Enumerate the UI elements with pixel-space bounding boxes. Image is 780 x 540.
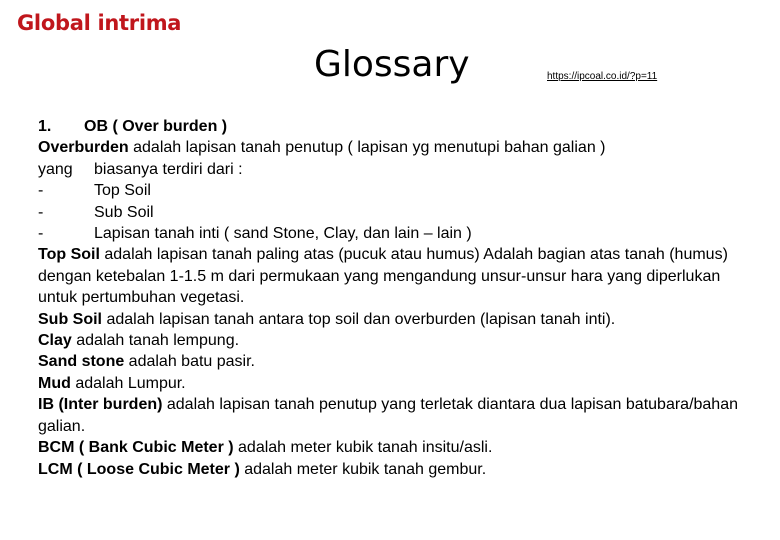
list-dash: - bbox=[38, 225, 44, 243]
term-name: LCM ( Loose Cubic Meter ) bbox=[38, 460, 240, 478]
list-item-text: Sub Soil bbox=[94, 203, 154, 221]
term-definition: adalah lapisan tanah paling atas (pucuk atau humus) Adalah bagian atas tanah (humus) dengan ketebalan 1-1.5 m dari permukaan yang mengandung unsur-unsur hara yang diperlukan untuk pertumbuhan vegetasi. bbox=[38, 246, 728, 307]
term-entry bbox=[38, 351, 738, 372]
term-name: Mud bbox=[38, 374, 71, 392]
item-number: 1. bbox=[38, 118, 52, 135]
term-definition: adalah Lumpur. bbox=[70, 374, 186, 392]
term-entry bbox=[38, 330, 738, 351]
overburden-def-2: biasanya terdiri dari : bbox=[94, 160, 243, 178]
term-definition: adalah lapisan tanah penutup yang terletak diantara dua lapisan batubara/bahan galian. bbox=[38, 396, 738, 435]
item-heading-row bbox=[38, 116, 738, 137]
overburden-definition-cont bbox=[38, 159, 738, 180]
term-entry bbox=[38, 437, 738, 458]
page-title: Glossary bbox=[314, 44, 470, 85]
overburden-def-lead: yang bbox=[38, 160, 73, 178]
logo: Global intrima bbox=[17, 11, 182, 35]
term-name: IB (Inter burden) bbox=[38, 396, 163, 414]
source-link[interactable]: https://ipcoal.co.id/?p=11 bbox=[547, 71, 658, 82]
term-entry bbox=[38, 309, 738, 330]
term-entry bbox=[38, 459, 738, 480]
overburden-definition bbox=[38, 137, 738, 158]
term-definition: adalah meter kubik tanah insitu/asli. bbox=[233, 439, 493, 457]
list-item-text: Lapisan tanah inti ( sand Stone, Clay, dan lain – lain ) bbox=[94, 225, 472, 243]
term-definition: adalah meter kubik tanah gembur. bbox=[239, 460, 487, 478]
overburden-def-1: adalah lapisan tanah penutup ( lapisan yg menutupi bahan galian ) bbox=[128, 139, 606, 157]
term-entry bbox=[38, 394, 738, 437]
term-name: BCM ( Bank Cubic Meter ) bbox=[38, 439, 234, 457]
term-entry bbox=[38, 373, 738, 394]
term-name: Sub Soil bbox=[38, 310, 102, 328]
term-definition: adalah batu pasir. bbox=[124, 353, 255, 371]
term-name: Top Soil bbox=[38, 246, 100, 264]
term-entry bbox=[38, 244, 738, 308]
term-name: Sand stone bbox=[38, 353, 125, 371]
item-heading: OB ( Over burden ) bbox=[84, 118, 228, 135]
list-dash: - bbox=[38, 182, 44, 200]
term-name: Clay bbox=[38, 332, 72, 350]
term-overburden: Overburden bbox=[38, 139, 129, 157]
list-item bbox=[38, 180, 738, 201]
list-dash: - bbox=[38, 203, 44, 221]
glossary-body bbox=[38, 116, 738, 480]
term-definition: adalah tanah lempung. bbox=[71, 332, 240, 350]
list-item bbox=[38, 202, 738, 223]
term-definition: adalah lapisan tanah antara top soil dan overburden (lapisan tanah inti). bbox=[102, 310, 616, 328]
list-item-text: Top Soil bbox=[94, 182, 151, 200]
list-item bbox=[38, 223, 738, 244]
